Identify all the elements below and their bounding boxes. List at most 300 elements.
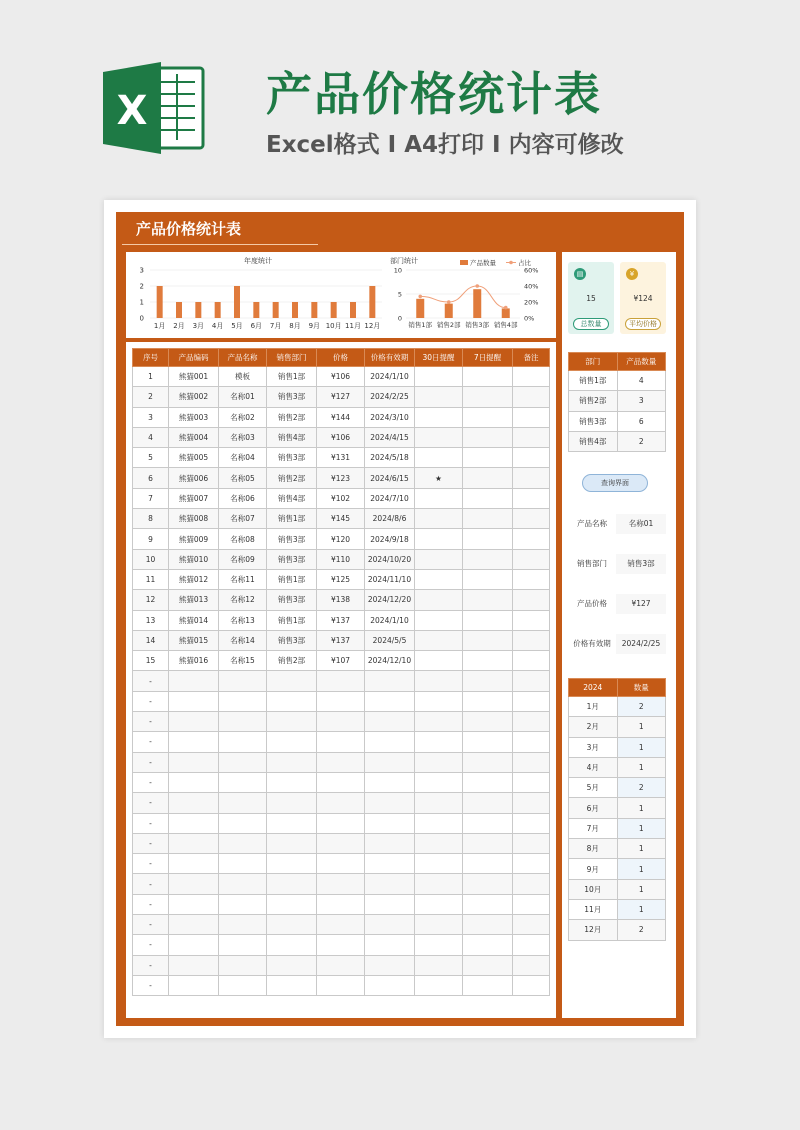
table-cell[interactable]: 2024/6/15	[365, 468, 415, 488]
table-cell[interactable]: 熊猫005	[169, 448, 219, 468]
table-cell[interactable]	[415, 549, 463, 569]
table-cell[interactable]	[365, 854, 415, 874]
table-cell[interactable]	[267, 915, 317, 935]
table-cell[interactable]: 熊猫001	[169, 367, 219, 387]
table-cell[interactable]: ¥125	[317, 569, 365, 589]
table-cell[interactable]: 销售2部	[267, 651, 317, 671]
table-cell[interactable]	[415, 975, 463, 995]
table-cell[interactable]	[317, 874, 365, 894]
table-cell[interactable]	[317, 671, 365, 691]
table-cell[interactable]: -	[133, 712, 169, 732]
table-cell[interactable]	[317, 894, 365, 914]
table-cell[interactable]: 13	[133, 610, 169, 630]
table-cell[interactable]	[463, 529, 513, 549]
table-cell[interactable]	[463, 854, 513, 874]
table-cell[interactable]: 2024/2/25	[365, 387, 415, 407]
table-cell[interactable]: 2024/12/10	[365, 651, 415, 671]
table-cell[interactable]: -	[133, 772, 169, 792]
table-cell[interactable]	[267, 854, 317, 874]
table-cell[interactable]: ¥102	[317, 488, 365, 508]
query-field-value[interactable]: ¥127	[616, 594, 666, 614]
table-cell[interactable]	[513, 407, 550, 427]
table-cell[interactable]	[415, 488, 463, 508]
table-cell[interactable]: 6	[133, 468, 169, 488]
table-cell[interactable]	[513, 772, 550, 792]
table-cell[interactable]	[463, 955, 513, 975]
table-cell[interactable]: 2024/5/18	[365, 448, 415, 468]
table-cell[interactable]	[513, 874, 550, 894]
table-cell[interactable]	[415, 915, 463, 935]
table-cell[interactable]: 名称05	[219, 468, 267, 488]
table-cell[interactable]	[415, 752, 463, 772]
table-cell[interactable]	[365, 894, 415, 914]
table-cell[interactable]: 2024/3/10	[365, 407, 415, 427]
table-cell[interactable]	[317, 975, 365, 995]
table-cell[interactable]	[415, 590, 463, 610]
table-cell[interactable]: 熊猫016	[169, 651, 219, 671]
table-cell[interactable]	[219, 894, 267, 914]
table-cell[interactable]	[463, 712, 513, 732]
table-cell[interactable]	[317, 813, 365, 833]
bar-销售4部	[502, 308, 510, 318]
table-cell[interactable]: 名称02	[219, 407, 267, 427]
column-header: 序号	[133, 349, 169, 367]
table-cell[interactable]: 销售4部	[267, 427, 317, 447]
table-cell[interactable]: 名称01	[219, 387, 267, 407]
table-cell[interactable]: 2	[133, 387, 169, 407]
table-cell[interactable]	[267, 833, 317, 853]
table-cell[interactable]	[513, 691, 550, 711]
table-cell[interactable]	[317, 752, 365, 772]
table-cell[interactable]: -	[133, 671, 169, 691]
table-cell[interactable]: ¥107	[317, 651, 365, 671]
table-cell[interactable]: -	[133, 793, 169, 813]
table-cell[interactable]	[365, 772, 415, 792]
table-cell[interactable]	[169, 874, 219, 894]
table-cell[interactable]: 销售3部	[267, 529, 317, 549]
table-cell[interactable]	[463, 407, 513, 427]
table-cell[interactable]: 熊猫007	[169, 488, 219, 508]
query-button[interactable]: 查询界面	[582, 474, 648, 492]
query-field-value[interactable]: 销售3部	[616, 554, 666, 574]
table-cell[interactable]	[169, 935, 219, 955]
table-cell[interactable]	[415, 367, 463, 387]
table-cell[interactable]	[415, 793, 463, 813]
table-cell[interactable]: 4	[133, 427, 169, 447]
table-cell[interactable]	[463, 651, 513, 671]
table-cell[interactable]	[267, 752, 317, 772]
table-cell[interactable]	[415, 630, 463, 650]
table-cell[interactable]: 熊猫014	[169, 610, 219, 630]
table-cell[interactable]	[219, 732, 267, 752]
table-cell[interactable]	[513, 752, 550, 772]
table-cell[interactable]: 2024/11/10	[365, 569, 415, 589]
table-cell[interactable]: ¥106	[317, 367, 365, 387]
table-cell[interactable]: 销售4部	[267, 488, 317, 508]
table-row	[133, 367, 550, 387]
table-cell[interactable]: 模板	[219, 367, 267, 387]
table-cell[interactable]: 销售3部	[267, 448, 317, 468]
table-cell[interactable]: 销售1部	[267, 569, 317, 589]
table-cell[interactable]	[219, 772, 267, 792]
table-cell[interactable]: 熊猫003	[169, 407, 219, 427]
table-cell[interactable]: 销售2部	[267, 407, 317, 427]
table-cell[interactable]	[513, 427, 550, 447]
table-cell[interactable]: -	[133, 732, 169, 752]
table-cell[interactable]: -	[133, 833, 169, 853]
table-cell[interactable]	[365, 935, 415, 955]
table-cell[interactable]	[317, 833, 365, 853]
y-tick-label: 0	[139, 314, 144, 323]
table-cell[interactable]	[267, 813, 317, 833]
table-cell[interactable]: -	[133, 691, 169, 711]
table-cell[interactable]	[365, 813, 415, 833]
table-cell[interactable]	[415, 935, 463, 955]
table-row	[133, 387, 550, 407]
table-cell[interactable]	[365, 732, 415, 752]
table-cell[interactable]: 14	[133, 630, 169, 650]
table-cell[interactable]: ¥131	[317, 448, 365, 468]
table-cell[interactable]: 熊猫008	[169, 509, 219, 529]
table-cell[interactable]	[219, 874, 267, 894]
table-cell[interactable]	[365, 955, 415, 975]
table-cell[interactable]	[415, 955, 463, 975]
table-cell[interactable]: 2024/9/18	[365, 529, 415, 549]
table-cell[interactable]	[267, 772, 317, 792]
table-cell[interactable]: 2024/7/10	[365, 488, 415, 508]
table-cell[interactable]	[219, 935, 267, 955]
table-cell[interactable]: 熊猫002	[169, 387, 219, 407]
table-cell[interactable]	[513, 387, 550, 407]
table-cell[interactable]	[513, 793, 550, 813]
table-cell[interactable]	[513, 488, 550, 508]
table-cell[interactable]	[463, 448, 513, 468]
table-cell[interactable]	[513, 651, 550, 671]
table-cell[interactable]	[415, 569, 463, 589]
table-cell[interactable]: 名称09	[219, 549, 267, 569]
table-cell[interactable]: -	[133, 752, 169, 772]
table-cell[interactable]	[317, 712, 365, 732]
table-cell[interactable]	[365, 975, 415, 995]
table-cell[interactable]	[513, 468, 550, 488]
table-cell[interactable]	[415, 651, 463, 671]
table-cell[interactable]: 2024/5/5	[365, 630, 415, 650]
table-cell[interactable]	[463, 894, 513, 914]
table-cell[interactable]: 2024/10/20	[365, 549, 415, 569]
table-cell[interactable]: 销售1部	[267, 610, 317, 630]
share-point	[447, 300, 451, 304]
table-cell[interactable]	[169, 833, 219, 853]
table-cell[interactable]	[513, 854, 550, 874]
y2-tick-label: 40%	[524, 282, 539, 291]
table-cell[interactable]	[415, 407, 463, 427]
table-cell[interactable]: 销售3部	[267, 549, 317, 569]
table-cell[interactable]	[219, 752, 267, 772]
table-cell[interactable]	[219, 955, 267, 975]
table-cell[interactable]	[169, 813, 219, 833]
table-cell[interactable]	[415, 833, 463, 853]
table-cell[interactable]: 名称14	[219, 630, 267, 650]
table-cell[interactable]	[317, 772, 365, 792]
table-cell[interactable]: 2024/12/20	[365, 590, 415, 610]
table-cell[interactable]	[169, 772, 219, 792]
table-cell[interactable]	[513, 894, 550, 914]
table-cell[interactable]	[169, 712, 219, 732]
table-cell[interactable]	[415, 854, 463, 874]
table-cell[interactable]	[267, 732, 317, 752]
reminder-star-icon[interactable]: ★	[415, 468, 463, 488]
annual-chart-title: 年度统计	[244, 257, 272, 265]
table-cell[interactable]	[513, 448, 550, 468]
table-cell[interactable]	[169, 894, 219, 914]
table-cell[interactable]	[219, 813, 267, 833]
table-cell[interactable]	[415, 427, 463, 447]
table-cell[interactable]: ¥137	[317, 630, 365, 650]
table-cell[interactable]	[513, 569, 550, 589]
table-cell[interactable]	[169, 732, 219, 752]
table-cell[interactable]: 11	[133, 569, 169, 589]
table-cell[interactable]	[365, 752, 415, 772]
table-cell[interactable]	[463, 509, 513, 529]
table-cell[interactable]	[267, 874, 317, 894]
table-cell[interactable]	[317, 691, 365, 711]
table-cell[interactable]	[463, 427, 513, 447]
table-cell[interactable]: ¥137	[317, 610, 365, 630]
table-cell[interactable]: 销售3部	[267, 630, 317, 650]
table-cell[interactable]	[513, 712, 550, 732]
table-cell[interactable]	[219, 975, 267, 995]
table-cell[interactable]	[463, 590, 513, 610]
table-cell[interactable]: 熊猫006	[169, 468, 219, 488]
table-cell[interactable]: 2024/1/10	[365, 610, 415, 630]
table-cell[interactable]: ¥145	[317, 509, 365, 529]
table-cell[interactable]	[219, 691, 267, 711]
table-cell[interactable]: -	[133, 935, 169, 955]
table-cell[interactable]: 5	[133, 448, 169, 468]
table-cell[interactable]	[513, 590, 550, 610]
table-cell[interactable]	[169, 915, 219, 935]
table-cell[interactable]	[219, 854, 267, 874]
table-cell[interactable]: 名称03	[219, 427, 267, 447]
table-cell[interactable]	[365, 833, 415, 853]
table-cell[interactable]	[513, 549, 550, 569]
table-cell[interactable]: ¥138	[317, 590, 365, 610]
table-cell[interactable]	[463, 671, 513, 691]
table-cell[interactable]	[169, 854, 219, 874]
table-cell[interactable]: 2024/8/6	[365, 509, 415, 529]
table-cell[interactable]: ¥144	[317, 407, 365, 427]
table-cell[interactable]	[463, 833, 513, 853]
table-cell[interactable]	[267, 935, 317, 955]
table-cell[interactable]	[513, 915, 550, 935]
table-cell[interactable]	[415, 671, 463, 691]
table-cell[interactable]: 名称15	[219, 651, 267, 671]
table-cell[interactable]: 熊猫012	[169, 569, 219, 589]
table-cell[interactable]	[169, 975, 219, 995]
table-cell[interactable]	[365, 874, 415, 894]
table-cell[interactable]	[415, 691, 463, 711]
table-cell[interactable]: 熊猫013	[169, 590, 219, 610]
table-cell[interactable]	[365, 671, 415, 691]
table-cell[interactable]	[463, 549, 513, 569]
table-cell[interactable]	[463, 874, 513, 894]
table-cell[interactable]: 销售1部	[267, 509, 317, 529]
table-cell[interactable]: 销售3部	[267, 387, 317, 407]
table-cell[interactable]	[463, 975, 513, 995]
table-cell[interactable]	[219, 915, 267, 935]
table-cell[interactable]	[267, 691, 317, 711]
table-cell[interactable]	[415, 529, 463, 549]
table-cell[interactable]	[415, 813, 463, 833]
table-cell[interactable]: -	[133, 854, 169, 874]
month-cell: 2	[617, 697, 666, 717]
table-cell[interactable]	[463, 732, 513, 752]
table-cell[interactable]: 名称04	[219, 448, 267, 468]
table-cell[interactable]	[513, 955, 550, 975]
table-cell[interactable]	[463, 813, 513, 833]
table-cell[interactable]: 销售2部	[267, 468, 317, 488]
table-row	[133, 509, 550, 529]
table-cell[interactable]: ¥110	[317, 549, 365, 569]
table-cell[interactable]	[513, 610, 550, 630]
table-cell[interactable]	[317, 732, 365, 752]
table-cell[interactable]	[219, 671, 267, 691]
table-cell[interactable]	[267, 955, 317, 975]
table-cell[interactable]	[317, 955, 365, 975]
table-cell[interactable]: 熊猫010	[169, 549, 219, 569]
table-cell[interactable]: 2024/4/15	[365, 427, 415, 447]
table-cell[interactable]: 12	[133, 590, 169, 610]
table-cell[interactable]	[169, 955, 219, 975]
table-cell[interactable]	[365, 793, 415, 813]
table-cell[interactable]	[267, 712, 317, 732]
table-cell[interactable]	[513, 833, 550, 853]
table-cell[interactable]	[365, 691, 415, 711]
table-cell[interactable]: 名称06	[219, 488, 267, 508]
table-cell[interactable]: 销售1部	[267, 367, 317, 387]
table-cell[interactable]: -	[133, 813, 169, 833]
table-cell[interactable]	[415, 610, 463, 630]
table-cell[interactable]: ¥106	[317, 427, 365, 447]
table-cell[interactable]	[463, 468, 513, 488]
table-cell[interactable]: 名称13	[219, 610, 267, 630]
table-cell[interactable]	[365, 712, 415, 732]
table-cell[interactable]	[267, 671, 317, 691]
table-cell[interactable]: ¥120	[317, 529, 365, 549]
table-cell[interactable]: 名称07	[219, 509, 267, 529]
month-row	[569, 778, 666, 798]
table-cell[interactable]	[415, 874, 463, 894]
table-cell[interactable]	[463, 752, 513, 772]
table-cell[interactable]	[219, 793, 267, 813]
table-cell[interactable]	[463, 630, 513, 650]
table-cell[interactable]	[219, 833, 267, 853]
table-cell[interactable]: ¥123	[317, 468, 365, 488]
table-cell[interactable]	[169, 793, 219, 813]
table-cell[interactable]	[415, 732, 463, 752]
table-cell[interactable]: 名称08	[219, 529, 267, 549]
table-cell[interactable]	[415, 772, 463, 792]
table-cell[interactable]: 3	[133, 407, 169, 427]
table-cell[interactable]: 熊猫004	[169, 427, 219, 447]
table-cell[interactable]	[317, 854, 365, 874]
table-cell[interactable]	[513, 529, 550, 549]
table-cell[interactable]: 名称11	[219, 569, 267, 589]
table-cell[interactable]: -	[133, 894, 169, 914]
table-cell[interactable]: -	[133, 874, 169, 894]
column-header: 7日提醒	[463, 349, 513, 367]
table-cell[interactable]	[267, 975, 317, 995]
table-cell[interactable]: ¥127	[317, 387, 365, 407]
table-cell[interactable]	[513, 975, 550, 995]
table-cell[interactable]	[267, 793, 317, 813]
table-cell[interactable]: 2024/1/10	[365, 367, 415, 387]
table-cell[interactable]	[463, 367, 513, 387]
table-cell[interactable]	[513, 813, 550, 833]
table-cell[interactable]	[513, 630, 550, 650]
table-cell[interactable]	[513, 367, 550, 387]
table-cell[interactable]: 1	[133, 367, 169, 387]
table-cell[interactable]: 熊猫009	[169, 529, 219, 549]
table-cell[interactable]: 10	[133, 549, 169, 569]
table-cell[interactable]	[267, 894, 317, 914]
table-cell[interactable]	[513, 509, 550, 529]
table-cell[interactable]: -	[133, 915, 169, 935]
query-field-value[interactable]: 名称01	[616, 514, 666, 534]
table-cell[interactable]	[317, 793, 365, 813]
table-cell[interactable]	[169, 691, 219, 711]
table-cell[interactable]	[463, 793, 513, 813]
table-cell[interactable]: 8	[133, 509, 169, 529]
table-cell[interactable]	[513, 671, 550, 691]
table-cell[interactable]	[415, 894, 463, 914]
table-cell[interactable]: 7	[133, 488, 169, 508]
table-cell[interactable]: 熊猫015	[169, 630, 219, 650]
table-cell[interactable]	[513, 732, 550, 752]
table-cell[interactable]	[415, 448, 463, 468]
total-count-label: 总数量	[573, 318, 609, 330]
query-field-value[interactable]: 2024/2/25	[616, 634, 666, 654]
table-cell[interactable]	[415, 509, 463, 529]
table-cell[interactable]	[463, 935, 513, 955]
table-cell[interactable]	[169, 752, 219, 772]
table-cell[interactable]	[463, 488, 513, 508]
table-cell[interactable]	[317, 915, 365, 935]
dept-row	[569, 411, 666, 431]
table-cell[interactable]	[463, 772, 513, 792]
table-cell[interactable]: -	[133, 975, 169, 995]
table-cell[interactable]	[365, 915, 415, 935]
table-cell[interactable]	[463, 387, 513, 407]
table-cell[interactable]	[463, 915, 513, 935]
table-row	[133, 874, 550, 894]
table-cell[interactable]	[463, 691, 513, 711]
table-cell[interactable]: 9	[133, 529, 169, 549]
table-cell[interactable]: 名称12	[219, 590, 267, 610]
table-cell[interactable]	[169, 671, 219, 691]
table-cell[interactable]	[513, 935, 550, 955]
table-cell[interactable]	[317, 935, 365, 955]
table-cell[interactable]: 销售3部	[267, 590, 317, 610]
table-cell[interactable]: 15	[133, 651, 169, 671]
table-cell[interactable]	[415, 387, 463, 407]
table-cell[interactable]	[415, 712, 463, 732]
table-cell[interactable]	[463, 610, 513, 630]
table-cell[interactable]: -	[133, 955, 169, 975]
table-cell[interactable]	[219, 712, 267, 732]
query-field-label: 销售部门	[577, 559, 607, 568]
table-cell[interactable]	[463, 569, 513, 589]
